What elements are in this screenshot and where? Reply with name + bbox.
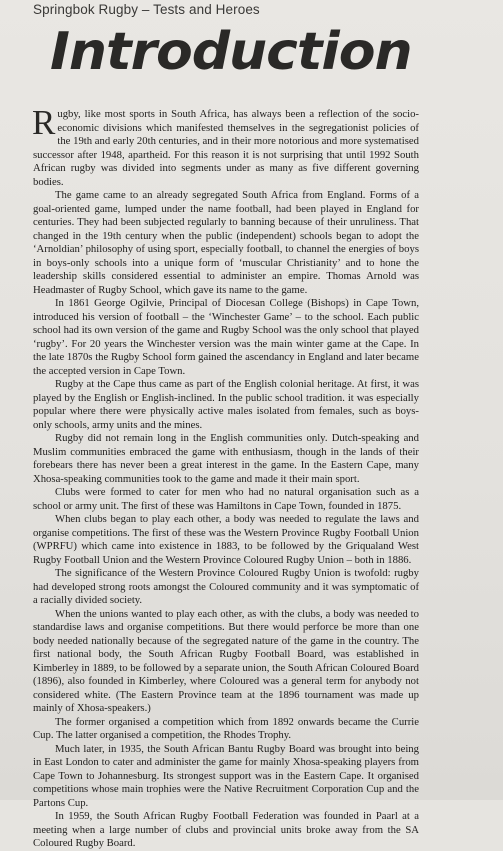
drop-cap: R <box>32 103 56 142</box>
chapter-title: Introduction <box>50 22 412 82</box>
paragraph-1-text: ugby, like most sports in South Africa, has always been a reflection of the socio-economic divisions which manifested themselves in the segregationist policies of the 19th and early 20th centuries, and in their more notorious and more systematised successor after 1948, apartheid. For this reason it is not surprising that until 1992 South African rugby was divided into segments under as many as five different governing bodies. <box>33 108 419 188</box>
paragraph-11: Much later, in 1935, the South African Bantu Rugby Board was brought into being in East London to cater and administer the game for mainly Xhosa-speaking players from Cape Town to Johannesburg. Its strongest support was in the Eastern Cape. It organised competitions whose main trophies were the Native Recruitment Corporation Cup and the Partons Cup. <box>33 742 419 809</box>
paragraph-6: Clubs were formed to cater for men who had no natural organisation such as a school or army unit. The first of these was Hamiltons in Cape Town, founded in 1875. <box>33 486 419 512</box>
paragraph-4: Rugby at the Cape thus came as part of the English colonial heritage. At first, it was played by the English or English-inclined. In the public school tradition. it was especially popular where there were physically active males isolated from females, such as boys-only schools, army units and the mines. <box>33 378 419 431</box>
paragraph-3: In 1861 George Ogilvie, Principal of Diocesan College (Bishops) in Cape Town, introduced his version of football – the ‘Winchester Game’ – to the school. Each public school had its own version of the game and Rugby School was the only school that played ‘rugby’. For 20 years the Winchester version was the main winter game at the Cape. In the late 1870s the Rugby School form gained the ascendancy in England and later became the accepted version in Cape Town. <box>33 297 419 377</box>
paragraph-2: The game came to an already segregated South Africa from England. Forms of a goal-oriented game, lumped under the name football, had been played in England for centuries. They had been subjected regularly to banning because of their unruliness. That changed in the 19th century when the public (independent) schools began to adopt the ‘Arnoldian’ philosophy of using sport, especially football, to channel the energies of boys in boys-only schools into a unique form of ‘muscular Christianity’ and to hone the leadership skills considered essential to administer an empire. Thomas Arnold was Headmaster of Rugby School, which gave its name to the game. <box>33 189 419 296</box>
paragraph-12: In 1959, the South African Rugby Football Federation was founded in Paarl at a meeting when a large number of clubs and provincial units broke away from the SA Coloured Rugby Board. <box>33 810 419 849</box>
paragraph-5: Rugby did not remain long in the English communities only. Dutch-speaking and Muslim communities embraced the game with enthusiasm, though in the lands of their forebears there has never been a great interest in the game. In the Eastern Cape, many Xhosa-speaking communities took to the game and made it their main sport. <box>33 432 419 485</box>
paragraph-10: The former organised a competition which from 1892 onwards became the Currie Cup. The latter organised a competition, the Rhodes Trophy. <box>33 715 419 741</box>
paragraph-7: When clubs began to play each other, a body was needed to regulate the laws and organise competitions. The first of these was the Western Province Rugby Football Union (WPRFU) which came into existence in 1883, to be followed by the Griqualand West Rugby Football Union and the Western Province Coloured Rugby Union – both in 1886. <box>33 513 419 566</box>
paragraph-9: When the unions wanted to play each other, as with the clubs, a body was needed to standardise laws and organise competitions. But there would perforce be more than one body needed nationally because of the segregated nature of the game in the country. The first national body, the South African Rugby Football Board, was established in Kimberley in 1889, to be followed by a separate union, the South African Coloured Board (1896), also founded in Kimberley, where Coloured was a general term for anybody not considered white. (The Eastern Province team at the 1896 tournament was made up mainly of Xhosa-speakers.) <box>33 607 419 714</box>
body-text <box>32 103 419 851</box>
paragraph-1 <box>32 103 419 189</box>
running-head: Springbok Rugby – Tests and Heroes <box>33 2 260 17</box>
paragraph-8: The significance of the Western Province Coloured Rugby Union is twofold: rugby had developed strong roots amongst the Coloured community and it was symptomatic of a racially divided society. <box>33 567 419 606</box>
